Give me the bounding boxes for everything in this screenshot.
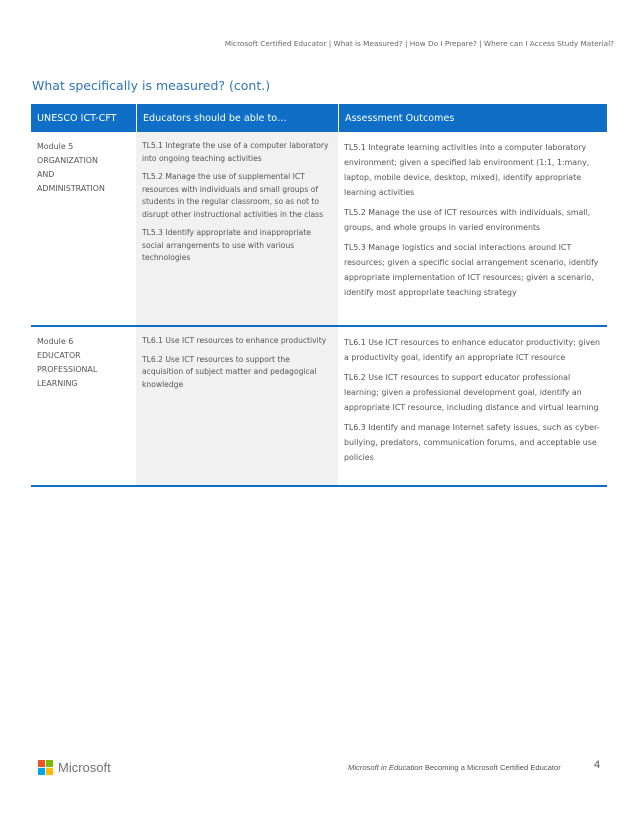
- measured-table: [31, 104, 607, 487]
- assessment-outcome: TL6.2 Use ICT resources to support educator professional learning; given a professional development goal, identify an appropriate ICT resource, including distance and virtual learning: [344, 373, 599, 412]
- module-name-line: EDUCATOR: [37, 351, 81, 360]
- logo-square-red: [38, 760, 45, 767]
- module-cell: [31, 327, 136, 485]
- educator-objective: TL5.3 Identify appropriate and inappropriate social arrangements to use with various technologies: [142, 228, 311, 262]
- table-row-module-6: [31, 327, 607, 487]
- module-label: Module 5: [37, 142, 74, 151]
- footer-publication-title: Becoming a Microsoft Certified Educator: [422, 763, 561, 772]
- assessment-outcome: TL6.1 Use ICT resources to enhance educator productivity; given a productivity goal, identify an appropriate ICT resource: [344, 338, 601, 362]
- module-label: Module 6: [37, 337, 74, 346]
- module-name-line: ADMINISTRATION: [37, 184, 105, 193]
- microsoft-wordmark: Microsoft: [58, 760, 111, 775]
- page-number: 4: [594, 759, 601, 771]
- assessment-outcome: TL5.3 Manage logistics and social interactions around ICT resources; given a specific social arrangement scenario, identify appropriate implementation of ICT resources; given a scenario, identify most appropriate teaching strategy: [344, 243, 599, 297]
- educators-cell: [136, 132, 338, 325]
- header-nav-text: Microsoft Certified Educator | What is Measured? | How Do I Prepare? | Where can I Access Study Material?: [224, 39, 614, 48]
- footer-publication-italic: Microsoft in Education: [348, 763, 423, 772]
- educator-objective: TL6.2 Use ICT resources to support the acquisition of subject matter and pedagogical knowledge: [142, 354, 317, 389]
- logo-square-yellow: [46, 768, 53, 775]
- logo-square-green: [46, 760, 53, 767]
- educators-cell: [136, 327, 338, 485]
- table-row-module-5: [31, 132, 607, 327]
- assessment-outcome: TL6.3 Identify and manage Internet safety issues, such as cyber-bullying, predators, communication forums, and acceptable use policies: [344, 423, 600, 462]
- module-name-line: ORGANIZATION: [37, 156, 98, 165]
- column-header-unesco: UNESCO ICT-CFT: [37, 112, 117, 124]
- educator-objective: TL5.1 Integrate the use of a computer laboratory into ongoing teaching activities: [142, 141, 329, 163]
- logo-square-blue: [38, 768, 45, 775]
- table-header: [31, 104, 607, 132]
- educator-objective: TL5.2 Manage the use of supplemental ICT resources with individuals and small groups of students in the regular classroom, so as not to disrupt other instructional activities in the class: [142, 172, 324, 219]
- column-header-educators: Educators should be able to…: [136, 104, 338, 132]
- assessment-outcome: TL5.1 Integrate learning activities into a computer laboratory environment; given a specified lab environment (1:1, 1:many, laptop, mobile device, desktop, mixed), identify appropriate learning activities: [344, 143, 590, 197]
- educator-objective: TL6.1 Use ICT resources to enhance productivity: [142, 336, 327, 345]
- module-name-line: PROFESSIONAL: [37, 365, 98, 374]
- outcomes-cell: [338, 132, 607, 325]
- outcomes-cell: [338, 327, 607, 485]
- section-title: What specifically is measured? (cont.): [32, 78, 271, 93]
- assessment-outcome: TL5.2 Manage the use of ICT resources with individuals, small, groups, and whole groups in varied environments: [344, 208, 591, 232]
- module-name-line: AND: [37, 170, 55, 179]
- microsoft-logo: [38, 760, 111, 775]
- column-header-outcomes: Assessment Outcomes: [338, 104, 607, 132]
- microsoft-logo-icon: [38, 760, 53, 775]
- module-cell: [31, 132, 136, 325]
- module-name-line: LEARNING: [37, 379, 78, 388]
- footer-publication: [348, 763, 561, 772]
